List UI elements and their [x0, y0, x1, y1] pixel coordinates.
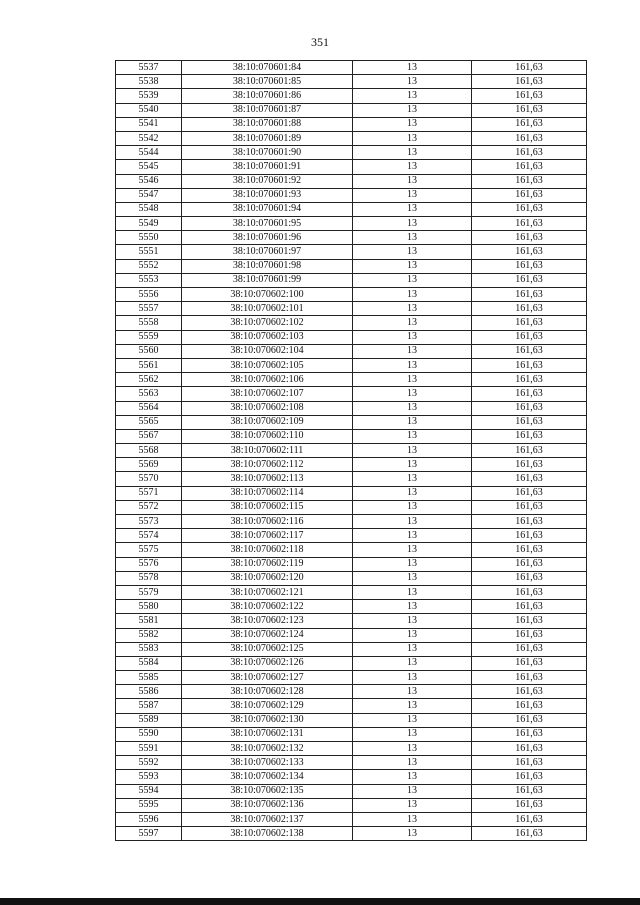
code-cell: 13: [353, 245, 472, 259]
table-row: [116, 259, 587, 273]
row-number-cell: 5594: [116, 784, 182, 798]
value-cell: 161,63: [472, 628, 587, 642]
code-cell: 13: [353, 784, 472, 798]
value-cell: 161,63: [472, 259, 587, 273]
row-number-cell: 5571: [116, 486, 182, 500]
value-cell: 161,63: [472, 614, 587, 628]
cadastral-number-cell: 38:10:070602:107: [182, 387, 353, 401]
value-cell: 161,63: [472, 160, 587, 174]
cadastral-number-cell: 38:10:070602:134: [182, 770, 353, 784]
value-cell: 161,63: [472, 571, 587, 585]
cadastral-number-cell: 38:10:070601:90: [182, 146, 353, 160]
row-number-cell: 5552: [116, 259, 182, 273]
table-row: [116, 727, 587, 741]
cadastral-number-cell: 38:10:070602:111: [182, 444, 353, 458]
value-cell: 161,63: [472, 89, 587, 103]
cadastral-number-cell: 38:10:070602:116: [182, 515, 353, 529]
row-number-cell: 5583: [116, 642, 182, 656]
cadastral-number-cell: 38:10:070602:126: [182, 656, 353, 670]
page-number: 351: [311, 35, 329, 49]
table-row: [116, 245, 587, 259]
value-cell: 161,63: [472, 529, 587, 543]
table-row: [116, 529, 587, 543]
parcel-table-container: [115, 60, 586, 841]
row-number-cell: 5541: [116, 117, 182, 131]
cadastral-number-cell: 38:10:070602:105: [182, 358, 353, 372]
value-cell: 161,63: [472, 202, 587, 216]
cadastral-number-cell: 38:10:070602:104: [182, 344, 353, 358]
table-row: [116, 358, 587, 372]
value-cell: 161,63: [472, 699, 587, 713]
row-number-cell: 5558: [116, 316, 182, 330]
cadastral-number-cell: 38:10:070602:117: [182, 529, 353, 543]
table-row: [116, 117, 587, 131]
row-number-cell: 5567: [116, 429, 182, 443]
cadastral-number-cell: 38:10:070601:92: [182, 174, 353, 188]
value-cell: 161,63: [472, 770, 587, 784]
row-number-cell: 5587: [116, 699, 182, 713]
cadastral-number-cell: 38:10:070602:136: [182, 798, 353, 812]
value-cell: 161,63: [472, 472, 587, 486]
cadastral-number-cell: 38:10:070602:101: [182, 302, 353, 316]
cadastral-number-cell: 38:10:070601:86: [182, 89, 353, 103]
code-cell: 13: [353, 387, 472, 401]
value-cell: 161,63: [472, 103, 587, 117]
row-number-cell: 5589: [116, 713, 182, 727]
row-number-cell: 5550: [116, 231, 182, 245]
code-cell: 13: [353, 330, 472, 344]
cadastral-number-cell: 38:10:070602:106: [182, 373, 353, 387]
row-number-cell: 5591: [116, 742, 182, 756]
cadastral-number-cell: 38:10:070602:138: [182, 827, 353, 841]
code-cell: 13: [353, 188, 472, 202]
row-number-cell: 5540: [116, 103, 182, 117]
table-row: [116, 742, 587, 756]
table-row: [116, 373, 587, 387]
row-number-cell: 5573: [116, 515, 182, 529]
table-row: [116, 61, 587, 75]
cadastral-number-cell: 38:10:070602:128: [182, 685, 353, 699]
cadastral-number-cell: 38:10:070602:103: [182, 330, 353, 344]
code-cell: 13: [353, 444, 472, 458]
row-number-cell: 5560: [116, 344, 182, 358]
row-number-cell: 5568: [116, 444, 182, 458]
row-number-cell: 5563: [116, 387, 182, 401]
table-row: [116, 713, 587, 727]
value-cell: 161,63: [472, 585, 587, 599]
cadastral-number-cell: 38:10:070602:130: [182, 713, 353, 727]
value-cell: 161,63: [472, 444, 587, 458]
table-row: [116, 302, 587, 316]
table-row: [116, 444, 587, 458]
table-row: [116, 415, 587, 429]
value-cell: 161,63: [472, 174, 587, 188]
code-cell: 13: [353, 89, 472, 103]
row-number-cell: 5570: [116, 472, 182, 486]
table-row: [116, 387, 587, 401]
value-cell: 161,63: [472, 415, 587, 429]
row-number-cell: 5597: [116, 827, 182, 841]
code-cell: 13: [353, 429, 472, 443]
value-cell: 161,63: [472, 458, 587, 472]
table-row: [116, 273, 587, 287]
table-row: [116, 500, 587, 514]
value-cell: 161,63: [472, 827, 587, 841]
parcel-table: [115, 60, 587, 841]
cadastral-number-cell: 38:10:070602:132: [182, 742, 353, 756]
value-cell: 161,63: [472, 543, 587, 557]
table-row: [116, 543, 587, 557]
row-number-cell: 5580: [116, 600, 182, 614]
code-cell: 13: [353, 259, 472, 273]
table-row: [116, 316, 587, 330]
cadastral-number-cell: 38:10:070602:112: [182, 458, 353, 472]
table-row: [116, 671, 587, 685]
value-cell: 161,63: [472, 358, 587, 372]
code-cell: 13: [353, 585, 472, 599]
table-row: [116, 174, 587, 188]
row-number-cell: 5582: [116, 628, 182, 642]
row-number-cell: 5572: [116, 500, 182, 514]
cadastral-number-cell: 38:10:070602:121: [182, 585, 353, 599]
value-cell: 161,63: [472, 117, 587, 131]
code-cell: 13: [353, 515, 472, 529]
value-cell: 161,63: [472, 344, 587, 358]
cadastral-number-cell: 38:10:070602:125: [182, 642, 353, 656]
table-row: [116, 103, 587, 117]
value-cell: 161,63: [472, 727, 587, 741]
table-row: [116, 472, 587, 486]
value-cell: 161,63: [472, 188, 587, 202]
value-cell: 161,63: [472, 373, 587, 387]
row-number-cell: 5584: [116, 656, 182, 670]
row-number-cell: 5539: [116, 89, 182, 103]
table-row: [116, 685, 587, 699]
table-row: [116, 89, 587, 103]
row-number-cell: 5595: [116, 798, 182, 812]
value-cell: 161,63: [472, 656, 587, 670]
cadastral-number-cell: 38:10:070601:88: [182, 117, 353, 131]
row-number-cell: 5542: [116, 131, 182, 145]
code-cell: 13: [353, 160, 472, 174]
code-cell: 13: [353, 202, 472, 216]
code-cell: 13: [353, 798, 472, 812]
code-cell: 13: [353, 571, 472, 585]
row-number-cell: 5576: [116, 557, 182, 571]
table-row: [116, 486, 587, 500]
code-cell: 13: [353, 458, 472, 472]
cadastral-number-cell: 38:10:070602:115: [182, 500, 353, 514]
cadastral-number-cell: 38:10:070601:97: [182, 245, 353, 259]
row-number-cell: 5578: [116, 571, 182, 585]
cadastral-number-cell: 38:10:070602:122: [182, 600, 353, 614]
row-number-cell: 5561: [116, 358, 182, 372]
table-row: [116, 642, 587, 656]
value-cell: 161,63: [472, 713, 587, 727]
value-cell: 161,63: [472, 330, 587, 344]
row-number-cell: 5574: [116, 529, 182, 543]
table-row: [116, 699, 587, 713]
code-cell: 13: [353, 727, 472, 741]
code-cell: 13: [353, 75, 472, 89]
code-cell: 13: [353, 472, 472, 486]
code-cell: 13: [353, 61, 472, 75]
cadastral-number-cell: 38:10:070601:91: [182, 160, 353, 174]
code-cell: 13: [353, 131, 472, 145]
code-cell: 13: [353, 614, 472, 628]
row-number-cell: 5579: [116, 585, 182, 599]
code-cell: 13: [353, 344, 472, 358]
cadastral-number-cell: 38:10:070601:98: [182, 259, 353, 273]
row-number-cell: 5564: [116, 401, 182, 415]
row-number-cell: 5575: [116, 543, 182, 557]
cadastral-number-cell: 38:10:070601:93: [182, 188, 353, 202]
value-cell: 161,63: [472, 756, 587, 770]
row-number-cell: 5596: [116, 812, 182, 826]
row-number-cell: 5585: [116, 671, 182, 685]
cadastral-number-cell: 38:10:070602:118: [182, 543, 353, 557]
value-cell: 161,63: [472, 245, 587, 259]
cadastral-number-cell: 38:10:070602:119: [182, 557, 353, 571]
cadastral-number-cell: 38:10:070602:100: [182, 288, 353, 302]
row-number-cell: 5559: [116, 330, 182, 344]
cadastral-number-cell: 38:10:070602:108: [182, 401, 353, 415]
row-number-cell: 5590: [116, 727, 182, 741]
value-cell: 161,63: [472, 131, 587, 145]
code-cell: 13: [353, 557, 472, 571]
code-cell: 13: [353, 117, 472, 131]
value-cell: 161,63: [472, 146, 587, 160]
cadastral-number-cell: 38:10:070601:89: [182, 131, 353, 145]
value-cell: 161,63: [472, 217, 587, 231]
value-cell: 161,63: [472, 302, 587, 316]
value-cell: 161,63: [472, 429, 587, 443]
code-cell: 13: [353, 770, 472, 784]
value-cell: 161,63: [472, 486, 587, 500]
table-row: [116, 146, 587, 160]
code-cell: 13: [353, 628, 472, 642]
table-row: [116, 344, 587, 358]
cadastral-number-cell: 38:10:070602:123: [182, 614, 353, 628]
cadastral-number-cell: 38:10:070602:102: [182, 316, 353, 330]
code-cell: 13: [353, 543, 472, 557]
code-cell: 13: [353, 500, 472, 514]
table-row: [116, 827, 587, 841]
code-cell: 13: [353, 302, 472, 316]
value-cell: 161,63: [472, 600, 587, 614]
row-number-cell: 5553: [116, 273, 182, 287]
code-cell: 13: [353, 642, 472, 656]
code-cell: 13: [353, 273, 472, 287]
code-cell: 13: [353, 401, 472, 415]
code-cell: 13: [353, 671, 472, 685]
cadastral-number-cell: 38:10:070601:94: [182, 202, 353, 216]
table-row: [116, 160, 587, 174]
table-row: [116, 231, 587, 245]
parcel-table-body: [116, 61, 587, 841]
value-cell: 161,63: [472, 231, 587, 245]
code-cell: 13: [353, 812, 472, 826]
row-number-cell: 5545: [116, 160, 182, 174]
code-cell: 13: [353, 713, 472, 727]
cadastral-number-cell: 38:10:070602:137: [182, 812, 353, 826]
row-number-cell: 5537: [116, 61, 182, 75]
row-number-cell: 5551: [116, 245, 182, 259]
code-cell: 13: [353, 103, 472, 117]
page-bottom-border: [0, 898, 640, 905]
table-row: [116, 515, 587, 529]
code-cell: 13: [353, 217, 472, 231]
table-row: [116, 75, 587, 89]
code-cell: 13: [353, 699, 472, 713]
code-cell: 13: [353, 600, 472, 614]
row-number-cell: 5562: [116, 373, 182, 387]
cadastral-number-cell: 38:10:070602:110: [182, 429, 353, 443]
cadastral-number-cell: 38:10:070602:133: [182, 756, 353, 770]
cadastral-number-cell: 38:10:070602:131: [182, 727, 353, 741]
table-row: [116, 202, 587, 216]
value-cell: 161,63: [472, 742, 587, 756]
row-number-cell: 5548: [116, 202, 182, 216]
table-row: [116, 585, 587, 599]
code-cell: 13: [353, 827, 472, 841]
table-row: [116, 798, 587, 812]
table-row: [116, 656, 587, 670]
value-cell: 161,63: [472, 515, 587, 529]
cadastral-number-cell: 38:10:070602:114: [182, 486, 353, 500]
cadastral-number-cell: 38:10:070602:120: [182, 571, 353, 585]
code-cell: 13: [353, 316, 472, 330]
code-cell: 13: [353, 656, 472, 670]
value-cell: 161,63: [472, 671, 587, 685]
value-cell: 161,63: [472, 685, 587, 699]
code-cell: 13: [353, 529, 472, 543]
value-cell: 161,63: [472, 784, 587, 798]
value-cell: 161,63: [472, 61, 587, 75]
value-cell: 161,63: [472, 316, 587, 330]
code-cell: 13: [353, 373, 472, 387]
cadastral-number-cell: 38:10:070602:127: [182, 671, 353, 685]
cadastral-number-cell: 38:10:070601:84: [182, 61, 353, 75]
table-row: [116, 614, 587, 628]
cadastral-number-cell: 38:10:070601:96: [182, 231, 353, 245]
table-row: [116, 131, 587, 145]
table-row: [116, 217, 587, 231]
cadastral-number-cell: 38:10:070602:124: [182, 628, 353, 642]
code-cell: 13: [353, 756, 472, 770]
code-cell: 13: [353, 486, 472, 500]
row-number-cell: 5547: [116, 188, 182, 202]
value-cell: 161,63: [472, 642, 587, 656]
row-number-cell: 5581: [116, 614, 182, 628]
table-row: [116, 458, 587, 472]
table-row: [116, 784, 587, 798]
table-row: [116, 756, 587, 770]
code-cell: 13: [353, 742, 472, 756]
cadastral-number-cell: 38:10:070601:95: [182, 217, 353, 231]
value-cell: 161,63: [472, 798, 587, 812]
row-number-cell: 5556: [116, 288, 182, 302]
cadastral-number-cell: 38:10:070601:85: [182, 75, 353, 89]
table-row: [116, 600, 587, 614]
code-cell: 13: [353, 415, 472, 429]
value-cell: 161,63: [472, 75, 587, 89]
table-row: [116, 812, 587, 826]
row-number-cell: 5538: [116, 75, 182, 89]
code-cell: 13: [353, 146, 472, 160]
value-cell: 161,63: [472, 288, 587, 302]
code-cell: 13: [353, 288, 472, 302]
row-number-cell: 5586: [116, 685, 182, 699]
row-number-cell: 5557: [116, 302, 182, 316]
row-number-cell: 5549: [116, 217, 182, 231]
table-row: [116, 188, 587, 202]
cadastral-number-cell: 38:10:070601:99: [182, 273, 353, 287]
value-cell: 161,63: [472, 500, 587, 514]
row-number-cell: 5592: [116, 756, 182, 770]
value-cell: 161,63: [472, 812, 587, 826]
row-number-cell: 5565: [116, 415, 182, 429]
value-cell: 161,63: [472, 401, 587, 415]
cadastral-number-cell: 38:10:070601:87: [182, 103, 353, 117]
row-number-cell: 5569: [116, 458, 182, 472]
table-row: [116, 770, 587, 784]
code-cell: 13: [353, 358, 472, 372]
cadastral-number-cell: 38:10:070602:109: [182, 415, 353, 429]
cadastral-number-cell: 38:10:070602:135: [182, 784, 353, 798]
cadastral-number-cell: 38:10:070602:129: [182, 699, 353, 713]
table-row: [116, 401, 587, 415]
table-row: [116, 429, 587, 443]
code-cell: 13: [353, 231, 472, 245]
value-cell: 161,63: [472, 387, 587, 401]
table-row: [116, 330, 587, 344]
value-cell: 161,63: [472, 557, 587, 571]
row-number-cell: 5544: [116, 146, 182, 160]
code-cell: 13: [353, 174, 472, 188]
table-row: [116, 557, 587, 571]
table-row: [116, 571, 587, 585]
value-cell: 161,63: [472, 273, 587, 287]
cadastral-number-cell: 38:10:070602:113: [182, 472, 353, 486]
code-cell: 13: [353, 685, 472, 699]
row-number-cell: 5593: [116, 770, 182, 784]
table-row: [116, 628, 587, 642]
table-row: [116, 288, 587, 302]
row-number-cell: 5546: [116, 174, 182, 188]
